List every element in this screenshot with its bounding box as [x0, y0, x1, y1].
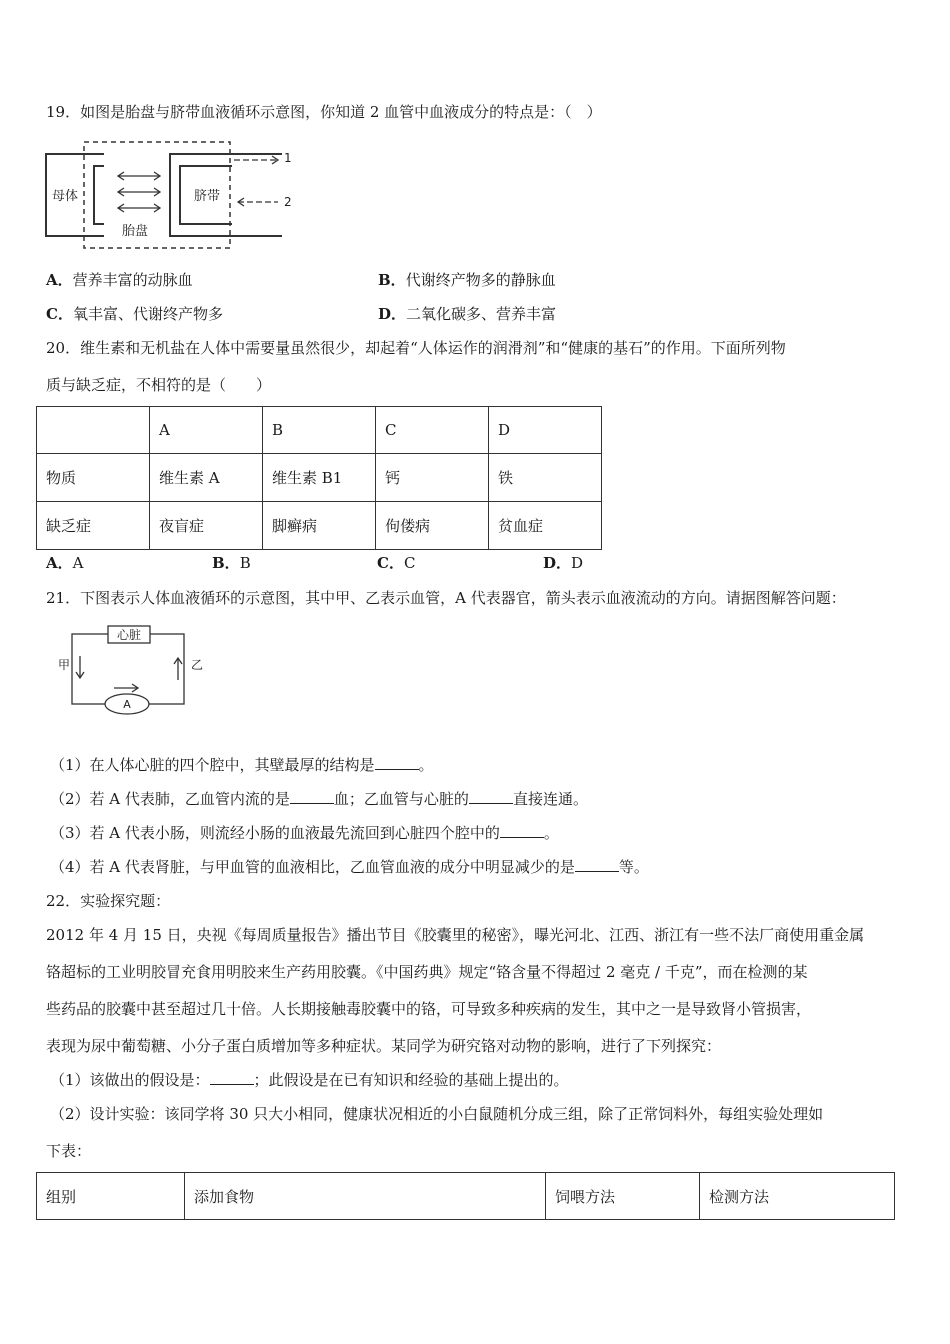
q20-option-a[interactable]: [46, 553, 83, 573]
table-cell: D: [489, 407, 602, 454]
q21-sub3-end: 。: [543, 824, 559, 842]
answer-blank[interactable]: [375, 755, 419, 770]
option-text: 代谢终产物多的静脉血: [405, 271, 556, 289]
q21-sub4-text: （4）若 A 代表肾脏，与甲血管的血液相比，乙血管血液的成分中明显减少的是: [50, 858, 575, 876]
q21-sub1-end: 。: [418, 756, 434, 774]
q20-stem-line1: 20．维生素和无机盐在人体中需要量虽然很少，却起着“人体运作的润滑剂”和“健康的基石”的作用。下面所列物: [46, 339, 786, 357]
table-cell: B: [263, 407, 376, 454]
q19-option-d[interactable]: [378, 304, 556, 324]
option-letter: D．: [378, 305, 407, 323]
q19-option-b[interactable]: [378, 270, 556, 290]
table-cell: 物质: [37, 454, 150, 502]
mother-label: 母体: [52, 189, 79, 204]
answer-blank[interactable]: [210, 1070, 254, 1085]
option-letter: A．: [46, 271, 73, 289]
table-row: [37, 407, 602, 454]
q22-table: [36, 1172, 895, 1220]
option-letter: A．: [46, 554, 73, 572]
q22-sub1-text: （1）该做出的假设是：: [50, 1071, 210, 1089]
heart-label: 心脏: [116, 628, 142, 642]
q19-option-c[interactable]: [46, 304, 223, 324]
q22-para-line4: 表现为尿中葡萄糖、小分子蛋白质增加等多种症状。某同学为研究铬对动物的影响，进行了下列探究：: [46, 1037, 722, 1055]
option-text: 二氧化碳多、营养丰富: [406, 305, 557, 323]
q21-sub2: [50, 789, 588, 809]
table-cell: 钙: [376, 454, 489, 502]
q21-sub4: [50, 857, 649, 877]
q21-sub3-text: （3）若 A 代表小肠，则流经小肠的血液最先流回到心脏四个腔中的: [50, 824, 500, 842]
q22-para-line3: 些药品的胶囊中甚至超过几十倍。人长期接触毒胶囊中的铬，可导致多种疾病的发生，其中之一是导致肾小管损害，: [46, 1000, 812, 1018]
q21-sub3: [50, 823, 559, 843]
q20-option-c[interactable]: [377, 553, 415, 573]
exchange-arrows: [118, 172, 160, 212]
table-cell: 检测方法: [700, 1173, 895, 1220]
umbilical-label: 脐带: [194, 189, 221, 204]
table-cell: [37, 407, 150, 454]
q20-option-d[interactable]: [543, 553, 583, 573]
option-text: C: [403, 554, 416, 572]
option-letter: C．: [46, 305, 73, 323]
option-letter: B．: [378, 271, 406, 289]
table-cell: A: [150, 407, 263, 454]
q20-stem-line2: 质与缺乏症，不相符的是（ ）: [46, 376, 272, 394]
q21-sub2-mid: 血；乙血管与心脏的: [333, 790, 469, 808]
q22-sub1-end: ；此假设是在已有知识和经验的基础上提出的。: [253, 1071, 569, 1089]
vessel-2-arrow: [238, 198, 278, 206]
vessel-1-arrow: [234, 156, 278, 164]
q22-para-line2: 铬超标的工业明胶冒充食用明胶来生产药用胶囊。《中国药典》规定“铬含量不得超过 2 毫克 / 千克”，而在检测的某: [46, 963, 808, 981]
answer-blank[interactable]: [500, 823, 544, 838]
vessel-yi-label: 乙: [191, 658, 204, 672]
q22-title: 22．实验探究题：: [46, 892, 171, 910]
table-row: [37, 1173, 895, 1220]
option-text: A: [72, 554, 84, 572]
answer-blank[interactable]: [575, 857, 619, 872]
q21-stem: 21．下图表示人体血液循环的示意图，其中甲、乙表示血管，A 代表器官，箭头表示血液流动的方向。请据图解答问题：: [46, 589, 846, 607]
option-letter: B．: [212, 554, 240, 572]
placenta-label: 胎盘: [122, 224, 149, 239]
option-text: B: [239, 554, 251, 572]
placenta-diagram: [44, 140, 294, 252]
q21-sub1: [50, 755, 434, 775]
q19-option-a[interactable]: [46, 270, 193, 290]
table-cell: 夜盲症: [150, 502, 263, 550]
answer-blank[interactable]: [469, 789, 513, 804]
option-letter: C．: [377, 554, 404, 572]
table-cell: 组别: [37, 1173, 185, 1220]
q21-sub4-end: 等。: [618, 858, 649, 876]
table-cell: 贫血症: [489, 502, 602, 550]
table-cell: 维生素 B1: [263, 454, 376, 502]
mother-inner-outline: [94, 166, 104, 224]
table-cell: 饲喂方法: [546, 1173, 700, 1220]
table-cell: 佝偻病: [376, 502, 489, 550]
option-text: 营养丰富的动脉血: [72, 271, 193, 289]
q20-option-b[interactable]: [212, 553, 251, 573]
table-row: [37, 454, 602, 502]
table-cell: 缺乏症: [37, 502, 150, 550]
table-cell: 添加食物: [185, 1173, 546, 1220]
vessel-1-label: 1: [284, 151, 292, 165]
table-row: [37, 502, 602, 550]
q21-sub2-end: 直接连通。: [512, 790, 588, 808]
option-text: 氧丰富、代谢终产物多: [72, 305, 223, 323]
q22-para-line1: 2012 年 4 月 15 日，央视《每周质量报告》播出节目《胶囊里的秘密》，曝光河北、江西、浙江有一些不法厂商使用重金属: [46, 926, 865, 944]
circulation-diagram: [52, 622, 222, 718]
organ-a-label: A: [123, 698, 131, 711]
q22-sub2-line2: 下表：: [46, 1142, 92, 1160]
vessel-jia-label: 甲: [58, 658, 71, 672]
option-letter: D．: [543, 554, 572, 572]
flow-arrows: [76, 656, 182, 692]
q19-stem: 19．如图是胎盘与脐带血液循环示意图，你知道 2 血管中血液成分的特点是：（ ）: [46, 103, 602, 121]
vessel-2-label: 2: [284, 195, 292, 209]
q22-sub1: [50, 1070, 569, 1090]
table-cell: 铁: [489, 454, 602, 502]
table-cell: 维生素 A: [150, 454, 263, 502]
option-text: D: [571, 554, 584, 572]
q21-sub1-text: （1）在人体心脏的四个腔中，其壁最厚的结构是: [50, 756, 375, 774]
q22-sub2-line1: （2）设计实验：该同学将 30 只大小相同，健康状况相近的小白鼠随机分成三组，除了正常饲料外，每组实验处理如: [50, 1105, 824, 1123]
q20-table: [36, 406, 602, 550]
q21-sub2-text: （2）若 A 代表肺，乙血管内流的是: [50, 790, 290, 808]
table-cell: 脚癣病: [263, 502, 376, 550]
table-cell: C: [376, 407, 489, 454]
answer-blank[interactable]: [290, 789, 334, 804]
